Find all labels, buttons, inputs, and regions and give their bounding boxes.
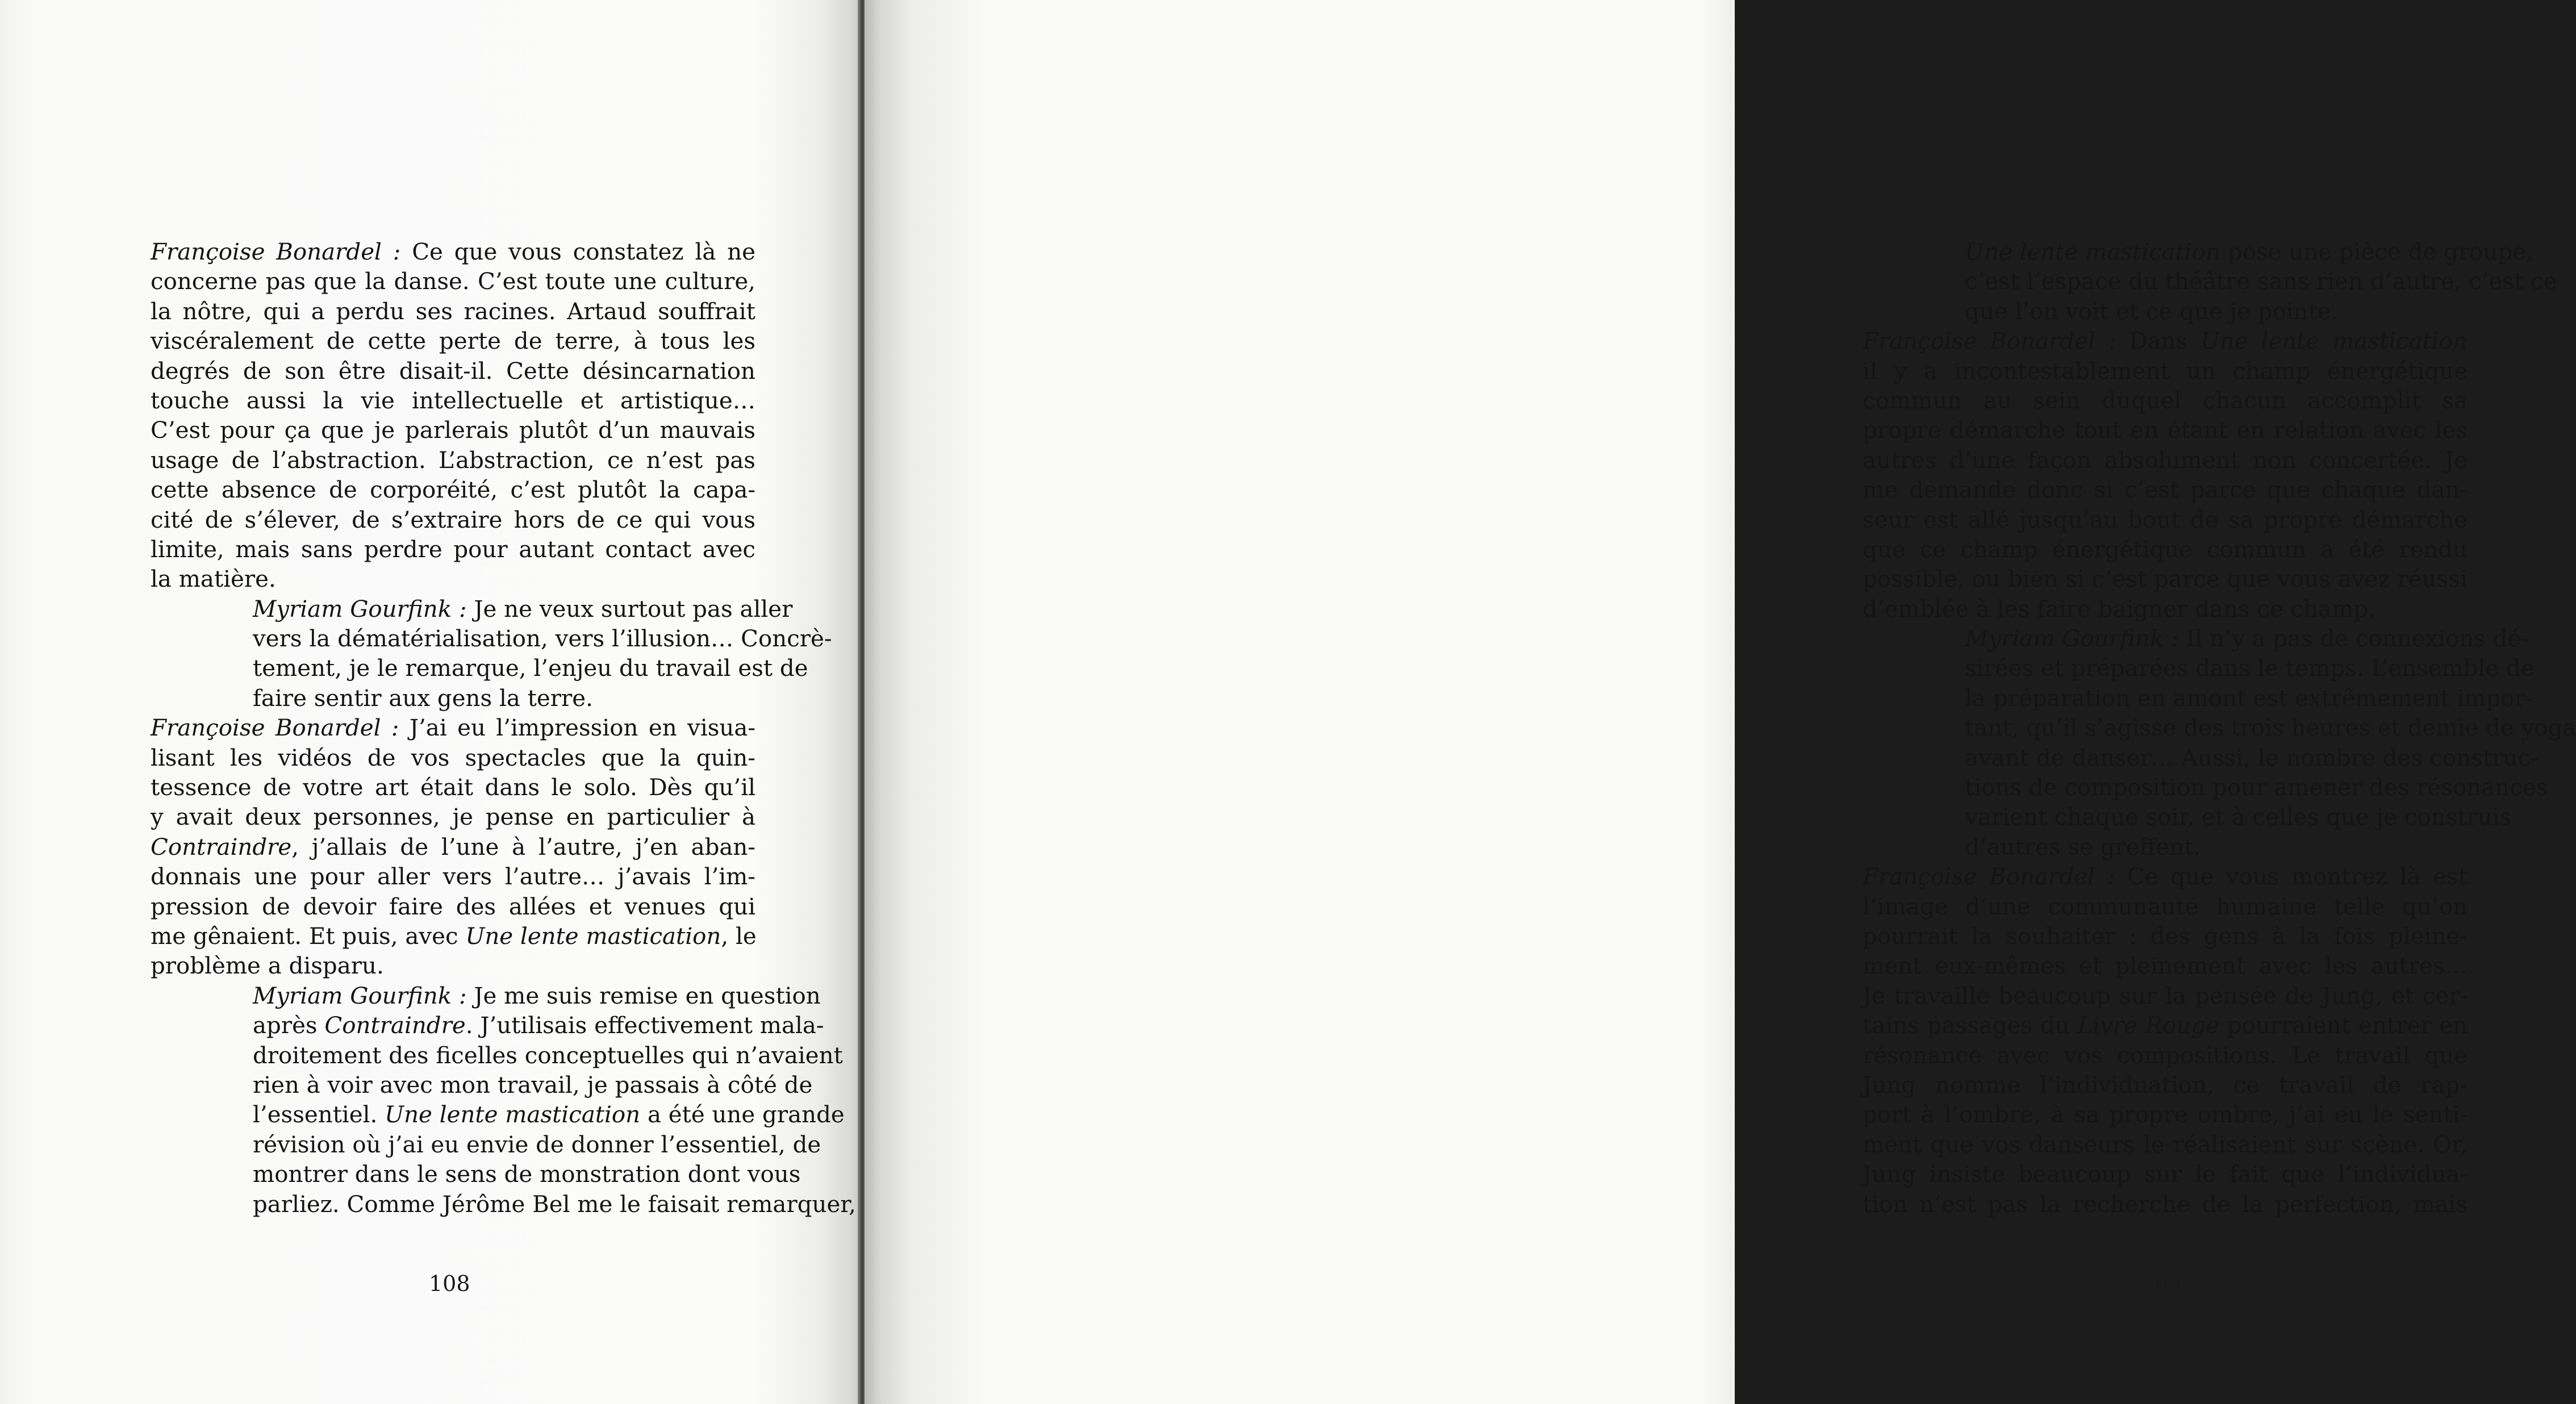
left-page [0,0,860,1404]
text-line [151,327,755,356]
italic-segment: Françoise Bonardel : [1863,863,2115,891]
text-line [151,713,755,743]
italic-segment: Contraindre [324,1012,466,1039]
text-segment: me gênaient. Et puis, avec [151,922,466,950]
text-segment: usage de l’abstraction. L’abstraction, ce n’est pas [151,446,755,474]
text-segment: que l’on voit et ce que je pointe. [1965,298,2339,325]
text-segment: avant de danser… Aussi, le nombre des construc- [1965,744,2539,771]
text-line [1863,1071,2468,1100]
text-line [151,535,755,565]
text-line [253,981,821,1011]
text-line [1965,773,2548,803]
text-segment: tement, je le remarque, l’enjeu du travail est de [253,655,808,682]
text-line [253,595,793,624]
text-line [253,1100,845,1130]
text-segment: donnais une pour aller vers l’autre… j’avais l’im- [151,863,755,891]
text-line [253,1130,821,1160]
italic-segment: Une lente mastication [465,922,721,950]
text-line [1863,951,2468,981]
text-segment: la préparation en amont est extrêmement impor- [1965,684,2533,712]
text-segment: révision où j’ai eu envie de donner l’essentiel, de [253,1131,821,1158]
text-line [1965,713,2576,743]
text-segment: après [253,1012,325,1039]
text-line [151,267,755,296]
text-line [151,862,755,892]
text-segment: tains passages du [1863,1012,2078,1039]
text-segment: parliez. Comme Jérôme Bel me le faisait remarquer, [253,1190,856,1218]
text-segment: y avait deux personnes, je pense en particulier à [151,804,755,831]
right-page [865,0,2576,1404]
text-line [1965,297,2468,327]
text-segment: tant, qu’il s’agisse des trois heures et demie de yoga [1965,714,2576,742]
text-segment: propre démarche tout en étant en relation avec les [1863,417,2468,444]
italic-segment: Myriam Gourfink : [1965,625,2179,653]
text-segment: Il n’y a pas de connexions dé- [2178,625,2529,653]
text-segment: Je travaille beaucoup sur la pensée de Jung, et cer- [1863,982,2468,1009]
text-segment: tessence de votre art était dans le solo. Dès qu’il [151,774,755,801]
text-line [253,654,808,683]
text-segment: la matière. [151,566,276,593]
text-line [1965,743,2539,773]
text-line [151,446,755,475]
text-line [151,357,755,386]
italic-segment: Une lente mastication [2200,328,2468,355]
text-segment: faire sentir aux gens la terre. [253,684,593,712]
italic-segment: Françoise Bonardel : [1863,328,2116,355]
italic-segment: Une lente mastication [385,1101,641,1129]
text-segment: il y a incontestablement un champ énergétique [1863,357,2468,385]
italic-segment: Contraindre [151,833,292,860]
text-line [1863,416,2468,445]
text-line [1863,535,2468,565]
text-segment: c’est l’espace du théâtre sans rien d’autre, c’est ce [1965,268,2557,295]
text-segment: me demande donc si c’est parce que chaque dan- [1863,477,2468,504]
text-line [1863,922,2468,951]
text-segment: ment eux-mêmes et pleinement avec les autres… [1863,952,2468,980]
text-segment: l’essentiel. [253,1101,385,1129]
text-segment: degrés de son être disait-il. Cette désincarnation [151,357,755,385]
text-segment: a été une grande [640,1101,845,1129]
text-segment: Je ne veux surtout pas aller [466,595,793,622]
text-segment: pose une pièce de groupe, [2220,239,2533,265]
text-segment: , le [721,922,757,950]
text-segment: commun au sein duquel chacun accomplit sa [1863,387,2468,414]
text-segment: pression de devoir faire des allées et venues qui [151,893,755,920]
text-line [1863,862,2468,892]
text-line [253,1041,843,1071]
text-line [1863,1011,2468,1041]
text-segment: limite, mais sans perdre pour autant contact avec [151,536,755,563]
text-line [1863,505,2468,535]
text-line [1863,892,2468,922]
text-line [151,773,755,803]
text-line [1863,475,2468,505]
text-segment: Jung nomme l’individuation, ce travail de rap- [1863,1071,2468,1098]
text-line [253,1190,856,1219]
text-segment: varient chaque soir, et à celles que je construis [1965,804,2512,831]
text-line [1965,267,2557,296]
text-segment: sirées et préparées dans le temps. L’ensemble de [1965,655,2535,682]
text-line [1863,565,2468,594]
text-segment: cette absence de corporéité, c’est plutôt la capa- [151,477,755,504]
text-line [151,297,755,327]
text-line [151,892,755,922]
text-segment: la nôtre, qui a perdu ses racines. Artaud souffrait [151,298,755,325]
text-line [151,743,755,773]
text-line [1863,386,2468,416]
text-line [1863,446,2468,475]
text-segment: d’emblée à les faire baigner dans ce champ. [1863,595,2375,622]
text-line [253,1160,801,1189]
text-line [1965,237,2533,267]
text-line [151,803,755,832]
text-segment: ment que vos danseurs le réalisaient sur scène. Or, [1863,1131,2468,1158]
text-line [151,922,755,951]
text-segment: l’image d’une communauté humaine telle qu’on [1863,893,2468,920]
text-line [1863,327,2468,356]
text-line [1863,981,2468,1011]
text-line [151,237,755,267]
text-segment: montrer dans le sens de monstration dont vous [253,1161,801,1188]
text-segment: viscéralement de cette perte de terre, à tous les [151,328,755,355]
text-segment: possible, ou bien si c’est parce que vous avez réussi [1863,566,2468,593]
text-line [151,565,755,594]
italic-segment: Françoise Bonardel : [151,714,399,742]
text-line [1863,595,2468,624]
text-segment: droitement des ficelles conceptuelles qui n’avaient [253,1042,843,1069]
text-line [1863,357,2468,386]
text-line [1965,624,2529,654]
text-segment: Jung insiste beaucoup sur le fait que l’individua- [1863,1161,2468,1188]
left-page-text [151,237,856,1219]
right-page-text [1863,237,2576,1219]
text-line [1863,1190,2468,1219]
text-segment: concerne pas que la danse. C’est toute une culture, [151,268,755,295]
text-segment: C’est pour ça que je parlerais plutôt d’un mauvais [151,417,755,444]
text-segment: . J’utilisais effectivement mala- [465,1012,824,1039]
text-line [253,1011,824,1041]
text-line [1965,654,2535,683]
text-line [151,951,755,981]
page-number-right: 109 [2141,1271,2182,1296]
text-line [253,684,755,713]
italic-segment: Françoise Bonardel : [151,239,401,265]
text-segment: seur est allé jusqu’au bout de sa propre démarche [1863,506,2468,533]
text-segment: , j’allais de l’une à l’autre, j’en aban- [291,833,755,860]
text-segment: d’autres se greffent. [1965,833,2201,860]
text-segment: tions de composition pour amener des résonances [1965,774,2548,801]
text-segment: autres d’une façon absolument non concertée. Je [1863,446,2468,474]
italic-segment: Myriam Gourfink : [253,595,467,622]
italic-segment: Une lente mastication [1965,239,2220,265]
text-segment: Je me suis remise en question [466,982,821,1009]
text-line [151,475,755,505]
text-line [1965,684,2533,713]
text-line [1863,1041,2468,1071]
text-segment: port à l’ombre, à sa propre ombre, j’ai eu le senti- [1863,1101,2468,1129]
text-line [1965,833,2468,862]
text-segment: pourraient entrer en [2219,1012,2468,1039]
text-segment: Ce que vous constatez là ne [400,239,755,265]
text-segment: résonance avec vos compositions. Le travail que [1863,1042,2468,1069]
italic-segment: Livre Rouge [2077,1012,2219,1039]
text-segment: rien à voir avec mon travail, je passais à côté de [253,1071,813,1098]
text-segment: problème a disparu. [151,952,384,980]
text-line [253,1071,813,1100]
text-segment: que ce champ énergétique commun a été rendu [1863,536,2468,563]
page-number-left: 108 [429,1271,470,1296]
text-line [1863,1130,2468,1160]
text-line [151,833,755,862]
text-line [1863,1100,2468,1130]
italic-segment: Myriam Gourfink : [253,982,467,1009]
text-segment: vers la dématérialisation, vers l’illusion… Concrè- [253,625,832,653]
text-line [1965,803,2512,832]
text-segment: Dans [2116,328,2201,355]
text-segment: touche aussi la vie intellectuelle et artistique… [151,387,755,414]
text-line [151,386,755,416]
text-line [151,416,755,445]
text-segment: cité de s’élever, de s’extraire hors de ce qui vous [151,506,755,533]
text-segment: tion n’est pas la recherche de la perfection, mais [1863,1190,2468,1218]
text-segment: Ce que vous montrez là est [2115,863,2468,891]
text-segment: J’ai eu l’impression en visua- [399,714,755,742]
text-line [1863,1160,2468,1189]
text-line [253,624,832,654]
text-line [151,505,755,535]
text-segment: lisant les vidéos de vos spectacles que la quin- [151,744,755,771]
text-segment: pourrait la souhaiter : des gens à la fois pleine- [1863,922,2468,950]
